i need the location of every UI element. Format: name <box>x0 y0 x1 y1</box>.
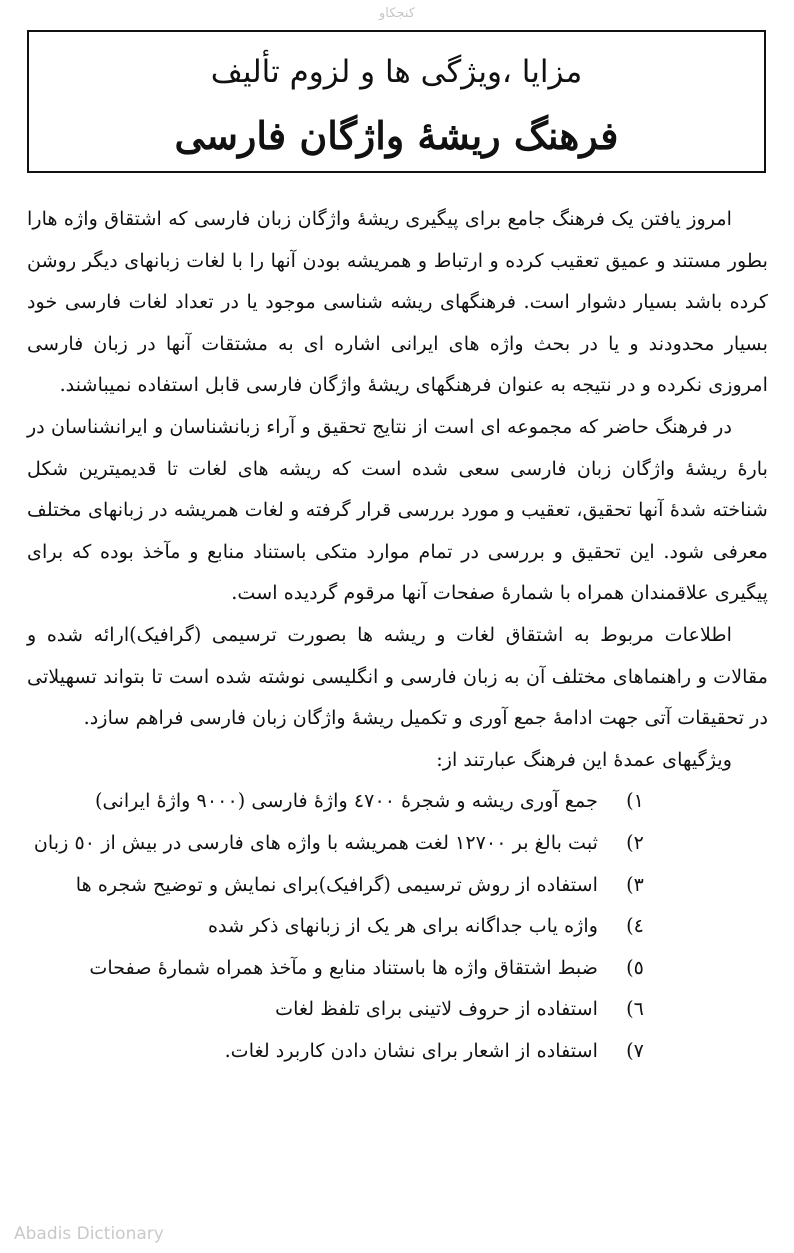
list-item-text: استفاده از روش ترسیمی (گرافیک)برای نمایش و توضیح شجره ها <box>75 872 598 896</box>
list-item-number: ۲) <box>626 830 644 854</box>
list-item <box>27 905 644 947</box>
list-item <box>27 988 644 1030</box>
document-body <box>27 198 768 1071</box>
page-title-line2: فرهنگ ریشهٔ واژگان فارسی <box>174 113 619 158</box>
list-item-number: ۱) <box>626 789 644 813</box>
list-item-text: استفاده از حروف لاتینی برای تلفظ لغات <box>275 997 598 1021</box>
list-item-number: ٦) <box>626 997 644 1021</box>
list-item <box>27 864 644 906</box>
features-list <box>27 780 768 1071</box>
features-intro: ویژگیهای عمدهٔ این فرهنگ عبارتند از: <box>436 747 732 771</box>
paragraph-2: در فرهنگ حاضر که مجموعه ای است از نتایج تحقیق و آراء زبانشناسان و ایرانشناسان در بارهٔ ریشهٔ واژگان زبان فارسی سعی شده است که ریشه های لغات تا قدیمیترین شکل شناخته شدهٔ آنها تحقیق، تعقیب و مورد بررسی قرار گرفته و لغات همریشه در زبانهای مختلف معرفی شود. این تحقیق و بررسی در تمام موارد متکی باستناد منابع و مآخذ بوده که برای پیگیری علاقمندان همراه با شمارهٔ صفحات آنها مرقوم گردیده است. <box>27 414 768 605</box>
list-item <box>27 947 644 989</box>
paragraph-3: اطلاعات مربوط به اشتقاق لغات و ریشه ها بصورت ترسیمی (گرافیک)ارائه شده و مقالات و راهنماهای مختلف آن به زبان فارسی و انگلیسی نوشته شده است تا بتواند تسهیلاتی در تحقیقات آتی جهت ادامهٔ جمع آوری و تکمیل ریشهٔ واژگان زبان فارسی فراهم سازد. <box>27 622 768 730</box>
list-item-text: ثبت بالغ بر ١٢٧٠٠ لغت همریشه با واژه های فارسی در بیش از ٥٠ زبان <box>33 830 598 854</box>
list-item-text: ضبط اشتقاق واژه ها باستناد منابع و مآخذ همراه شمارهٔ صفحات <box>89 955 598 979</box>
list-item-text: جمع آوری ریشه و شجرهٔ ٤٧٠٠ واژهٔ فارسی (٩٠٠٠ واژهٔ ایرانی) <box>95 789 598 813</box>
watermark-bottom: Abadis Dictionary <box>14 1224 164 1244</box>
list-item-number: ٤) <box>626 914 644 938</box>
list-item-text: استفاده از اشعار برای نشان دادن کاربرد لغات. <box>224 1038 598 1062</box>
list-item <box>27 780 644 822</box>
list-item <box>27 1030 644 1072</box>
list-item-number: ٧) <box>626 1038 644 1062</box>
paragraph-1: امروز یافتن یک فرهنگ جامع برای پیگیری ریشهٔ واژگان زبان فارسی که اشتقاق واژه هارا بطور مستند و عمیق تعقیب کرده و ارتباط و همریشه بودن آنها را با لغات زبانهای دیگر روشن کرده باشد بسیار دشوار است. فرهنگهای ریشه شناسی موجود یا در تعداد لغات فارسی خود بسیار محدودند و یا در بحث واژه های ایرانی اشاره ای به مشتقات آنها در زبان فارسی امروزی نکرده و در نتیجه به عنوان فرهنگهای ریشهٔ واژگان فارسی قابل استفاده نمیباشند. <box>27 207 768 397</box>
list-item-number: ۳) <box>626 872 644 896</box>
page-title-line1: مزایا ،ویژگی ها و لزوم تألیف <box>210 54 583 90</box>
list-item-text: واژه یاب جداگانه برای هر یک از زبانهای ذکر شده <box>208 914 598 938</box>
list-item-number: ٥) <box>626 955 644 979</box>
watermark-top: کنجکاو <box>379 6 415 21</box>
title-box <box>27 30 766 173</box>
list-item <box>27 822 644 864</box>
